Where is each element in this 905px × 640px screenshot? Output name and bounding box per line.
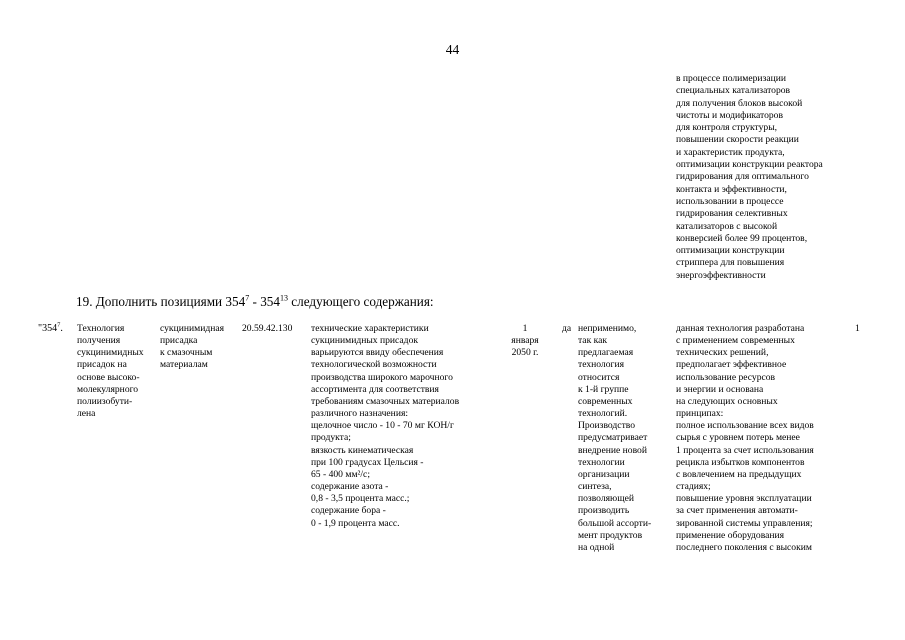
text-line: материалам xyxy=(160,359,208,371)
text-line: конверсией более 99 процентов, xyxy=(676,232,808,244)
continuation-text-block xyxy=(676,73,823,282)
text-line: зированной системы управления; xyxy=(676,517,813,529)
text-line: стриппера для повышения xyxy=(676,257,785,269)
text-line: Технология xyxy=(77,323,125,334)
text-line: контакта и эффективности, xyxy=(676,183,787,195)
text-line: неприменимо, xyxy=(578,323,637,334)
text-line: принципах: xyxy=(676,408,724,420)
text-line: 65 - 400 мм²/с; xyxy=(311,468,370,480)
note-cell xyxy=(578,323,651,554)
text-line: 1 процента за счет использования xyxy=(676,444,814,456)
text-line: гидрирования для оптимального xyxy=(676,171,809,183)
text-line: технические характеристики xyxy=(311,323,429,334)
text-line: щелочное число - 10 - 70 мг КОН/г xyxy=(311,420,454,432)
text-line: последнего поколения с высоким xyxy=(676,541,812,553)
text-line: присадка xyxy=(160,335,198,347)
text-line: 1 xyxy=(522,323,528,334)
okpd-code-cell: 20.59.42.130 xyxy=(242,323,293,334)
text-line: продукта; xyxy=(311,432,351,444)
section-heading xyxy=(76,294,434,310)
heading-sup-2: 13 xyxy=(279,293,288,303)
text-line: полиизобути- xyxy=(77,395,133,407)
text-line: сукцинимидных xyxy=(77,347,144,359)
text-line: при 100 градусах Цельсия - xyxy=(311,456,424,468)
date-cell xyxy=(503,323,547,359)
text-line: катализаторов с высокой xyxy=(676,220,778,232)
text-line: для контроля структуры, xyxy=(676,122,778,134)
heading-middle: - 354 xyxy=(249,294,280,309)
text-line: января xyxy=(511,335,539,347)
text-line: основе высоко- xyxy=(77,371,140,383)
text-line: современных xyxy=(578,395,633,407)
text-line: позволяющей xyxy=(578,493,635,505)
text-line: большой ассорти- xyxy=(578,517,652,529)
position-quote: " xyxy=(38,323,43,334)
text-line: к 1-й группе xyxy=(578,383,629,395)
text-line: мент продуктов xyxy=(578,529,643,541)
position-number xyxy=(38,323,63,335)
text-line: стадиях; xyxy=(676,481,711,493)
text-line: гидрирования селективных xyxy=(676,208,788,220)
position-suffix: . xyxy=(60,323,63,334)
technology-cell xyxy=(77,323,144,420)
text-line: за счет применения автомати- xyxy=(676,505,798,517)
text-line: и характеристик продукта, xyxy=(676,146,785,158)
product-cell xyxy=(160,323,224,372)
text-line: сукцинимидных присадок xyxy=(311,335,419,347)
text-line: различного назначения: xyxy=(311,408,409,420)
text-line: оптимизации конструкции xyxy=(676,245,785,257)
text-line: синтеза, xyxy=(578,481,612,493)
text-line: на следующих основных xyxy=(676,395,778,407)
text-line: к смазочным xyxy=(160,347,213,359)
text-line: повышении скорости реакции xyxy=(676,134,799,146)
page-number: 44 xyxy=(445,42,460,57)
text-line: производства широкого марочного xyxy=(311,371,453,383)
text-line: повышение уровня эксплуатации xyxy=(676,493,812,505)
text-line: 0,8 - 3,5 процента масс.; xyxy=(311,493,410,505)
text-line: на одной xyxy=(578,541,615,553)
text-line: энергоэффективности xyxy=(676,269,766,281)
text-line: сырья с уровнем потерь менее xyxy=(676,432,800,444)
position-sup: 7 xyxy=(57,321,61,329)
text-line: использование ресурсов xyxy=(676,371,776,383)
text-line: оптимизации конструкции реактора xyxy=(676,159,823,171)
text-line: и энергии и основана xyxy=(676,383,764,395)
text-line: полное использование всех видов xyxy=(676,420,814,432)
position-base: 354 xyxy=(42,323,58,334)
text-line: содержание бора - xyxy=(311,505,386,517)
text-line: производить xyxy=(578,505,630,517)
text-line: относится xyxy=(578,371,620,383)
text-line: молекулярного xyxy=(77,383,139,395)
text-line: вязкость кинематическая xyxy=(311,444,414,456)
text-line: технологии xyxy=(578,456,625,468)
text-line: организации xyxy=(578,468,630,480)
text-line: предлагаемая xyxy=(578,347,634,359)
text-line: внедрение новой xyxy=(578,444,647,456)
heading-sup-1: 7 xyxy=(245,293,250,303)
text-line: предполагает эффективное xyxy=(676,359,787,371)
heading-suffix: следующего содержания: xyxy=(287,294,434,309)
text-line: специальных катализаторов xyxy=(676,85,791,97)
text-line: так как xyxy=(578,335,608,347)
group-cell: 1 xyxy=(855,323,860,334)
text-line: данная технология разработана xyxy=(676,323,805,334)
characteristics-cell xyxy=(311,323,459,530)
text-line: получения xyxy=(77,335,121,347)
text-line: использовании в процессе xyxy=(676,195,784,207)
text-line: варьируются ввиду обеспечения xyxy=(311,347,444,359)
text-line: технологий. xyxy=(578,408,628,420)
text-line: присадок на xyxy=(77,359,127,371)
text-line: лена xyxy=(77,408,96,420)
flag-cell: да xyxy=(562,323,572,334)
text-line: содержание азота - xyxy=(311,481,389,493)
text-line: применение оборудования xyxy=(676,529,785,541)
justification-cell xyxy=(676,323,814,554)
text-line: технических решений, xyxy=(676,347,769,359)
text-line: с применением современных xyxy=(676,335,795,347)
text-line: в процессе полимеризации xyxy=(676,73,787,84)
text-line: технологической возможности xyxy=(311,359,437,371)
text-line: 2050 г. xyxy=(511,347,539,359)
text-line: сукцинимидная xyxy=(160,323,225,334)
text-line: предусматривает xyxy=(578,432,648,444)
text-line: с вовлечением на предыдущих xyxy=(676,468,802,480)
text-line: требованиям смазочных материалов xyxy=(311,395,460,407)
text-line: чистоты и модификаторов xyxy=(676,109,783,121)
text-line: ассортимента для соответствия xyxy=(311,383,439,395)
text-line: для получения блоков высокой xyxy=(676,97,803,109)
text-line: 0 - 1,9 процента масс. xyxy=(311,517,400,529)
text-line: рецикла избытков компонентов xyxy=(676,456,805,468)
text-line: технология xyxy=(578,359,624,371)
text-line: Производство xyxy=(578,420,636,432)
heading-prefix: 19. Дополнить позициями 354 xyxy=(76,294,246,309)
